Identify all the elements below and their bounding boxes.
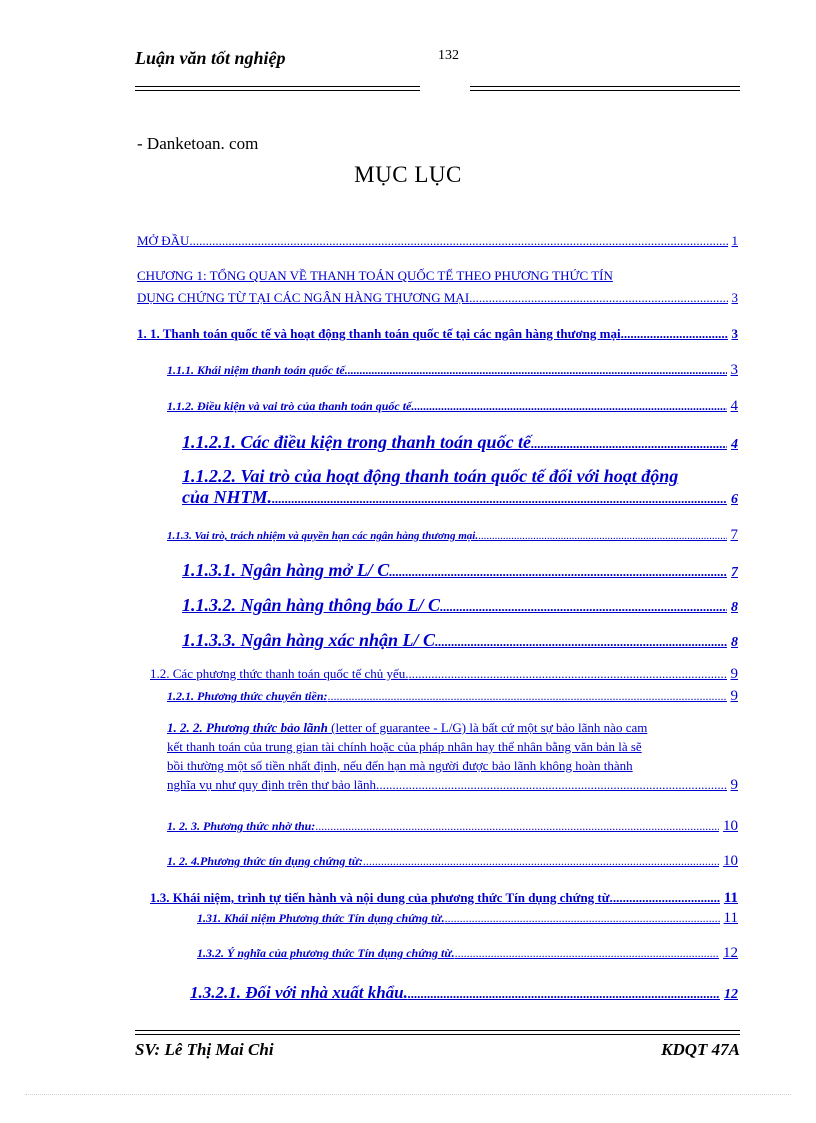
toc-entry-1-1-3-2[interactable]: 1.1.3.2. Ngân hàng thông báo L/ C ..... 8 (182, 595, 738, 616)
footer-student: SV: Lê Thị Mai Chi (135, 1040, 274, 1059)
header-title: Luận văn tốt nghiệp (135, 48, 286, 68)
toc-entry-1-3[interactable]: 1.3. Khái niệm, trình tự tiến hành và nội dung của phương thức Tín dụng chứng từ. ..... 11 (150, 890, 738, 907)
toc-entry-mo-dau[interactable]: MỞ ĐẦU ..... 1 (137, 233, 738, 249)
page-bottom-border (25, 1094, 791, 1095)
toc-entry-1-2[interactable]: 1.2. Các phương thức thanh toán quốc tế chủ yếu. ..... 9 (150, 666, 738, 683)
toc-entry-1-1-3-3[interactable]: 1.1.3.3. Ngân hàng xác nhận L/ C ..... 8 (182, 630, 738, 651)
toc-entry-1-1-2[interactable]: 1.1.2. Điều kiện và vai trò của thanh toán quốc tế. ..... 4 (167, 398, 738, 415)
footer-rule (135, 1030, 740, 1035)
toc-entry-1-2-2[interactable]: 1. 2. 2. Phương thức bảo lãnh (letter of guarantee - L/G) là bất cứ một sự bảo lãnh nào cam kết thanh toán của trung gian tài chính hoặc của pháp nhân hay thể nhân bằng văn bản là sẽ bồi thường một số tiền nhất định, nếu đến hạn mà người được bảo lãnh không hoàn thành nghĩa vụ như quy định trên thư bảo lãnh. ..... 9 (167, 718, 738, 795)
toc-entry-1-1-3-1[interactable]: 1.1.3.1. Ngân hàng mở L/ C ..... 7 (182, 560, 738, 581)
toc-entry-1-3-1[interactable]: 1.31. Khái niệm Phương thức Tín dụng chứng từ. ..... 11 (197, 910, 738, 927)
toc-entry-line: 1.1.2.2. Vai trò của hoạt động thanh toán quốc tế đối với hoạt động (182, 466, 679, 486)
toc-entry-1-3-2-1[interactable]: 1.3.2.1. Đối với nhà xuất khẩu. ..... 12 (190, 983, 738, 1003)
toc-entry-line: CHƯƠNG 1: TỔNG QUAN VỀ THANH TOÁN QUỐC TẾ THEO PHƯƠNG THỨC TÍN (137, 268, 613, 283)
toc-entry-chuong-1[interactable]: CHƯƠNG 1: TỔNG QUAN VỀ THANH TOÁN QUỐC TẾ THEO PHƯƠNG THỨC TÍN DỤNG CHỨNG TỪ TẠI CÁC NGÂN HÀNG THƯƠNG MẠI ..... 3 (137, 268, 738, 306)
toc-entry-1-2-4[interactable]: 1. 2. 4.Phương thức tín dụng chứng từ: ..... 10 (167, 853, 738, 870)
toc-entry-1-1-2-1[interactable]: 1.1.2.1. Các điều kiện trong thanh toán quốc tế ..... 4 (182, 432, 738, 453)
toc-entry-1-1-3[interactable]: 1.1.3. Vai trò, trách nhiệm và quyền hạn các ngân hàng thương mại. ..... 7 (167, 527, 738, 544)
toc-entry-1-1-2-2[interactable]: 1.1.2.2. Vai trò của hoạt động thanh toán quốc tế đối với hoạt động của NHTM. ..... 6 (182, 466, 738, 508)
toc-entry-1-3-2[interactable]: 1.3.2. Ý nghĩa của phương thức Tín dụng chứng từ. ..... 12 (197, 945, 738, 962)
header-rule-left (135, 86, 420, 91)
source-note: - Danketoan. com (137, 134, 259, 153)
page-number: 132 (438, 48, 459, 63)
toc-title: MỤC LỤC (354, 162, 462, 187)
toc-entry-1-2-3[interactable]: 1. 2. 3. Phương thức nhờ thu: ..... 10 (167, 818, 738, 835)
header-rule-right (470, 86, 740, 91)
footer-class: KDQT 47A (661, 1040, 740, 1059)
toc-entry-1-2-1[interactable]: 1.2.1. Phương thức chuyển tiền: ..... 9 (167, 688, 738, 705)
toc-entry-1-1-1[interactable]: 1.1.1. Khái niệm thanh toán quốc tế. ..... 3 (167, 362, 738, 379)
toc-entry-1-1[interactable]: 1. 1. Thanh toán quốc tế và hoạt động thanh toán quốc tế tại các ngân hàng thương mại ..... 3 (137, 326, 738, 342)
